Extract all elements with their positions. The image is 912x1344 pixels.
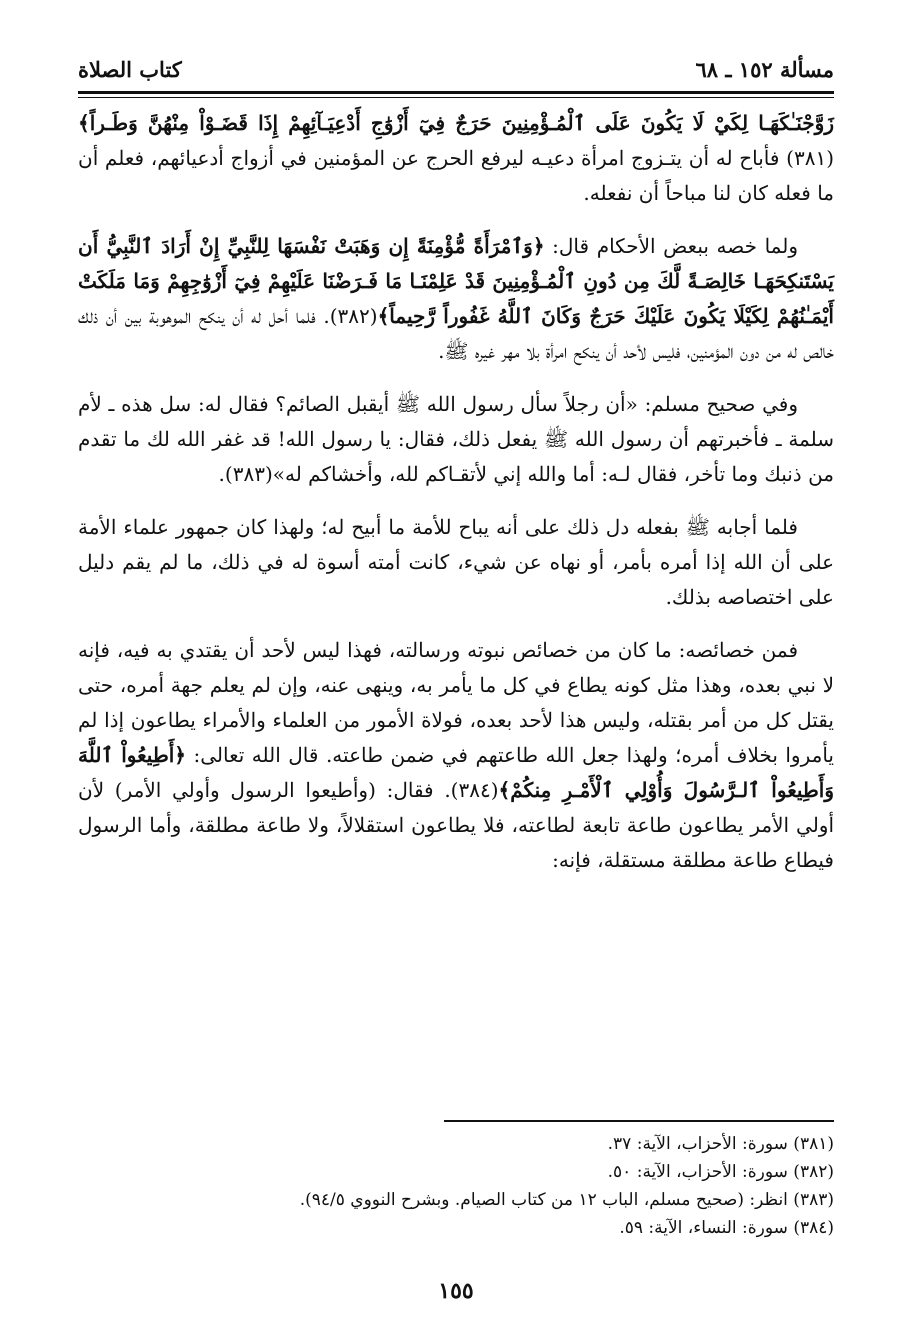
footnote-separator xyxy=(444,1120,834,1122)
header-section-number: مسألة ١٥٢ ـ ٦٨ xyxy=(695,56,834,82)
quran-verse: زَوَّجْنَـٰكَهَـا لِكَيْ لَا يَكُونَ عَلَى ٱلْمُـؤْمِنِينَ حَرَجٌ فِيٓ أَزْوَٰجِ أَدْعِيَـآئِهِمْ إِذَا قَضَـوْاْ مِنْهُنَّ وَطَـراً﴾ xyxy=(78,111,834,135)
paragraph xyxy=(78,510,834,615)
running-header xyxy=(78,48,834,90)
quran-verse: ﴿أَطِيعُواْ ٱللَّهَ وَأَطِيعُواْ ٱلـرَّسُولَ وَأُوْلِي ٱلْأَمْـرِ مِنكُمْ﴾ xyxy=(78,743,835,802)
header-rule-thick xyxy=(78,91,834,94)
body-text-run: (٣٨١) فأباح له أن يتـزوج امرأة دعيـه ليرفع الحرج عن المؤمنين في أزواج أدعيائهم، فعلم أن ما فعله كان لنا مباحاً أن نفعله. xyxy=(78,146,834,205)
body-text-run: ولما خصه ببعض الأحكام قال: xyxy=(544,234,798,258)
footnote-383: (٣٨٣) انظر: (صحيح مسلم، الباب ١٢ من كتاب الصيام. وبشرح النووي ٩٤/٥). xyxy=(299,1190,834,1210)
body-text-run: وفي صحيح مسلم: «أن رجلاً سأل رسول الله ﷺ أيقبل الصائم؟ فقال له: سل هذه ـ لأم سلمة ـ فأخبرتهم أن رسول الله ﷺ يفعل ذلك، فقال: يا رسول الله! قد غفر الله لك ما تقدم من ذنبك وما تأخر، فقال لـه: أما والله إني لأتقـاكم لله، وأخشاكم له»(٣٨٣). xyxy=(78,392,834,486)
body-text-run: فمن خصائصه: ما كان من خصائص نبوته ورسالته، فهذا ليس لأحد أن يقتدي به فيه، فإنه لا نبي بعده، وهذا مثل كونه يطاع في كل ما يأمر به، وينهى عنه، وإن لم يعلم جهة أمره، حتى يقتل كل من أمر بقتله، وليس هذا لأحد بعده، فولاة الأمور من العلماء والأمراء يطاعون إذا لم يأمروا بخلاف أمره؛ ولهذا جعل الله طاعتهم في ضمن طاعته. قال الله تعالى: xyxy=(78,638,834,767)
body-text-run: (٣٨٤). فقال: (وأطيعوا الرسول وأولي الأمر) لأن أولي الأمر يطاعون طاعة تابعة لطاعته، فلا يطاعون استقلالاً، ولا طاعة مطلقة، وأما الرسول فيطاع طاعة مطلقة مستقلة، فإنه: xyxy=(78,778,834,872)
paragraph xyxy=(78,229,834,369)
footnote-381: (٣٨١) سورة: الأحزاب، الآية: ٣٧. xyxy=(607,1134,834,1154)
page-number: ١٥٥ xyxy=(438,1278,474,1304)
footnotes xyxy=(78,1130,834,1242)
quran-verse: ﴿وَٱمْرَأَةً مُّؤْمِنَةً إِن وَهَبَتْ نَفْسَهَا لِلنَّبِيِّ إِنْ أَرَادَ ٱلنَّبِيُّ أَن يَسْتَنكِحَهَـا خَالِصَـةً لَّكَ مِن دُونِ ٱلْمُـؤْمِنِينَ قَدْ عَلِمْنَـا مَا فَـرَضْنَا عَلَيْهِمْ فِيٓ أَزْوَٰجِهِمْ وَمَا مَلَكَتْ أَيْمَـٰنُهُمْ لِكَيْلَا يَكُونَ عَلَيْكَ حَرَجٌ وَكَانَ ٱللَّهُ غَفُوراً رَّحِيماً﴾ xyxy=(78,234,834,328)
paragraph xyxy=(78,106,834,211)
footnote-382: (٣٨٢) سورة: الأحزاب، الآية: ٥٠. xyxy=(607,1162,834,1182)
paragraph xyxy=(78,387,834,492)
paragraph xyxy=(78,633,834,878)
body-text-run: فلما أجابه ﷺ بفعله دل ذلك على أنه يباح للأمة ما أبيح له؛ ولهذا كان جمهور علماء الأمة على أن الله إذا أمره بأمر، أو نهاه عن شيء، كانت أمته أسوة له في ذلك، ما لم يقم دليل على اختصاصه بذلك. xyxy=(78,515,834,609)
footnote-384: (٣٨٤) سورة: النساء، الآية: ٥٩. xyxy=(619,1218,834,1238)
main-text xyxy=(78,106,834,896)
body-text-run: (٣٨٢). فلما أحل له أن ينكح الموهوبة بين أن ذلك خالص له من دون المؤمنين، فليس لأحد أن ينكح امرأة بلا مهر غيره ﷺ. xyxy=(78,304,834,363)
header-book-title: كتاب الصلاة xyxy=(78,56,182,82)
header-rule-thin xyxy=(78,97,834,98)
